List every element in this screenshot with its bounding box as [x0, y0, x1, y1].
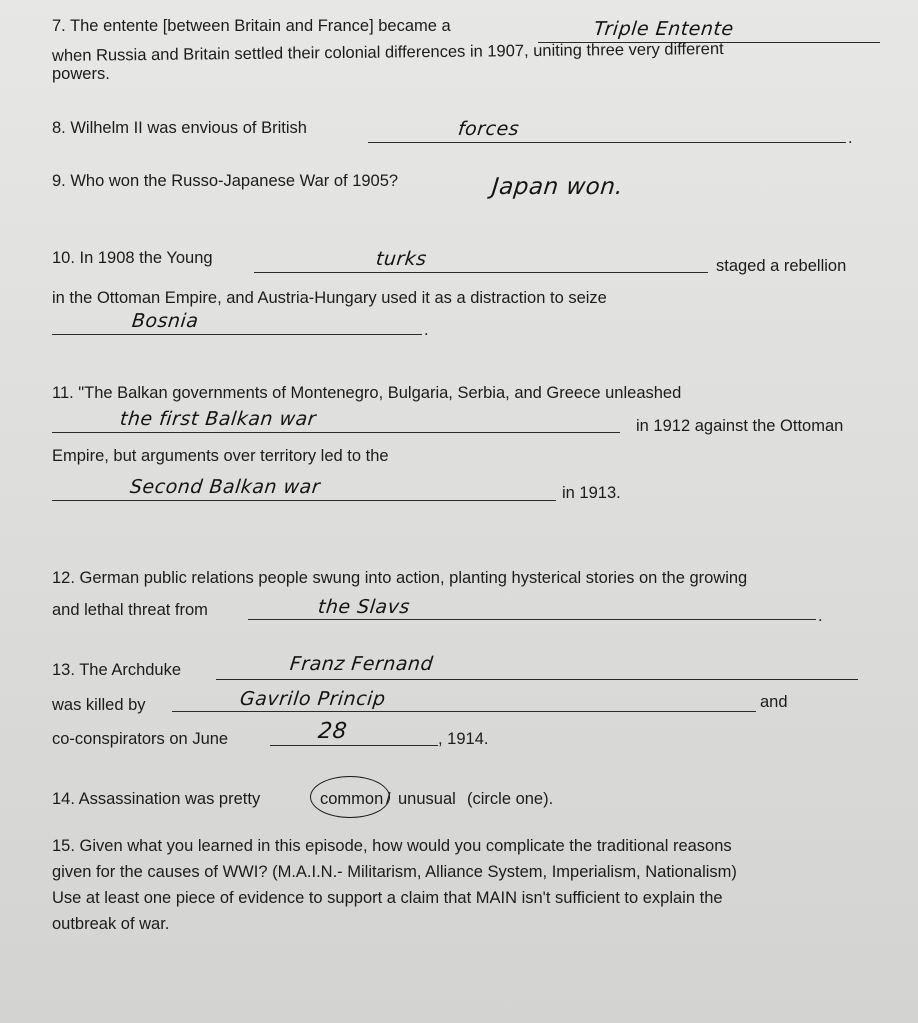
q7-line2: when Russia and Britain settled their colonial differences in 1907, uniting three very different — [51, 39, 724, 65]
q8-blank[interactable] — [368, 142, 846, 143]
q11-answer1: the first Balkan war — [118, 408, 318, 430]
q11-blank2[interactable] — [52, 500, 556, 501]
q11-text2: in 1912 against the Ottoman — [636, 417, 844, 435]
q14-separator: / — [386, 790, 391, 808]
q10-blank1[interactable] — [254, 272, 708, 273]
q8-text: 8. Wilhelm II was envious of British — [52, 119, 307, 137]
q14-option-common[interactable]: common — [320, 790, 384, 808]
q14-prefix: 14. Assassination was pretty — [52, 790, 261, 808]
q13-answer1: Franz Fernand — [288, 653, 435, 675]
circle-mark — [310, 776, 390, 818]
q7-line1: 7. The entente [between Britain and France] became a — [52, 17, 451, 35]
q9-answer: Japan won. — [490, 174, 625, 200]
q10-line2: in the Ottoman Empire, and Austria-Hungary used it as a distraction to seize — [52, 289, 607, 307]
q7-answer: Triple Entente — [592, 18, 735, 40]
q8-answer: forces — [456, 118, 521, 140]
q12-line1: 12. German public relations people swung into action, planting hysterical stories on the growing — [52, 569, 748, 587]
q10-answer2: Bosnia — [130, 310, 200, 332]
q10-text1: 10. In 1908 the Young — [52, 249, 213, 267]
q13-text2b: and — [760, 693, 788, 711]
q12-answer: the Slavs — [316, 596, 412, 618]
q10-text2: staged a rebellion — [716, 257, 847, 275]
q11-line1: 11. "The Balkan governments of Montenegro, Bulgaria, Serbia, and Greece unleashed — [52, 384, 682, 402]
q13-blank2[interactable] — [172, 711, 756, 712]
q13-blank3[interactable] — [270, 745, 438, 746]
q13-blank1[interactable] — [216, 679, 858, 680]
q8-end: . — [848, 129, 853, 147]
q15-line3: Use at least one piece of evidence to support a claim that MAIN isn't sufficient to explain the — [52, 889, 723, 907]
q11-line3: Empire, but arguments over territory led to the — [52, 447, 389, 465]
q13-answer3: 28 — [316, 719, 349, 744]
q12-blank[interactable] — [248, 619, 816, 620]
q13-text3b: , 1914. — [438, 730, 489, 748]
q11-blank1[interactable] — [52, 432, 620, 433]
q14-option-unusual[interactable]: unusual — [398, 790, 456, 808]
q13-answer2: Gavrilo Princip — [238, 688, 387, 710]
q9-text: 9. Who won the Russo-Japanese War of 1905? — [52, 172, 399, 190]
q13-text1: 13. The Archduke — [52, 661, 182, 679]
q12-end: . — [818, 607, 823, 625]
q15-line2: given for the causes of WWI? (M.A.I.N.- Militarism, Alliance System, Imperialism, Nationalism) — [52, 863, 737, 881]
q7-line3: powers. — [52, 65, 110, 83]
q12-text2: and lethal threat from — [52, 601, 208, 619]
q13-text3: co-conspirators on June — [52, 730, 229, 748]
q14-suffix: (circle one). — [467, 790, 554, 808]
q13-text2: was killed by — [52, 696, 146, 714]
q15-line1: 15. Given what you learned in this episode, how would you complicate the traditional reasons — [52, 837, 732, 855]
q11-text4: in 1913. — [562, 484, 621, 502]
q10-blank2[interactable] — [52, 334, 422, 335]
q10-answer1: turks — [374, 248, 428, 270]
q10-end: . — [424, 321, 429, 339]
q15-line4: outbreak of war. — [52, 915, 170, 933]
q11-answer2: Second Balkan war — [128, 476, 322, 498]
